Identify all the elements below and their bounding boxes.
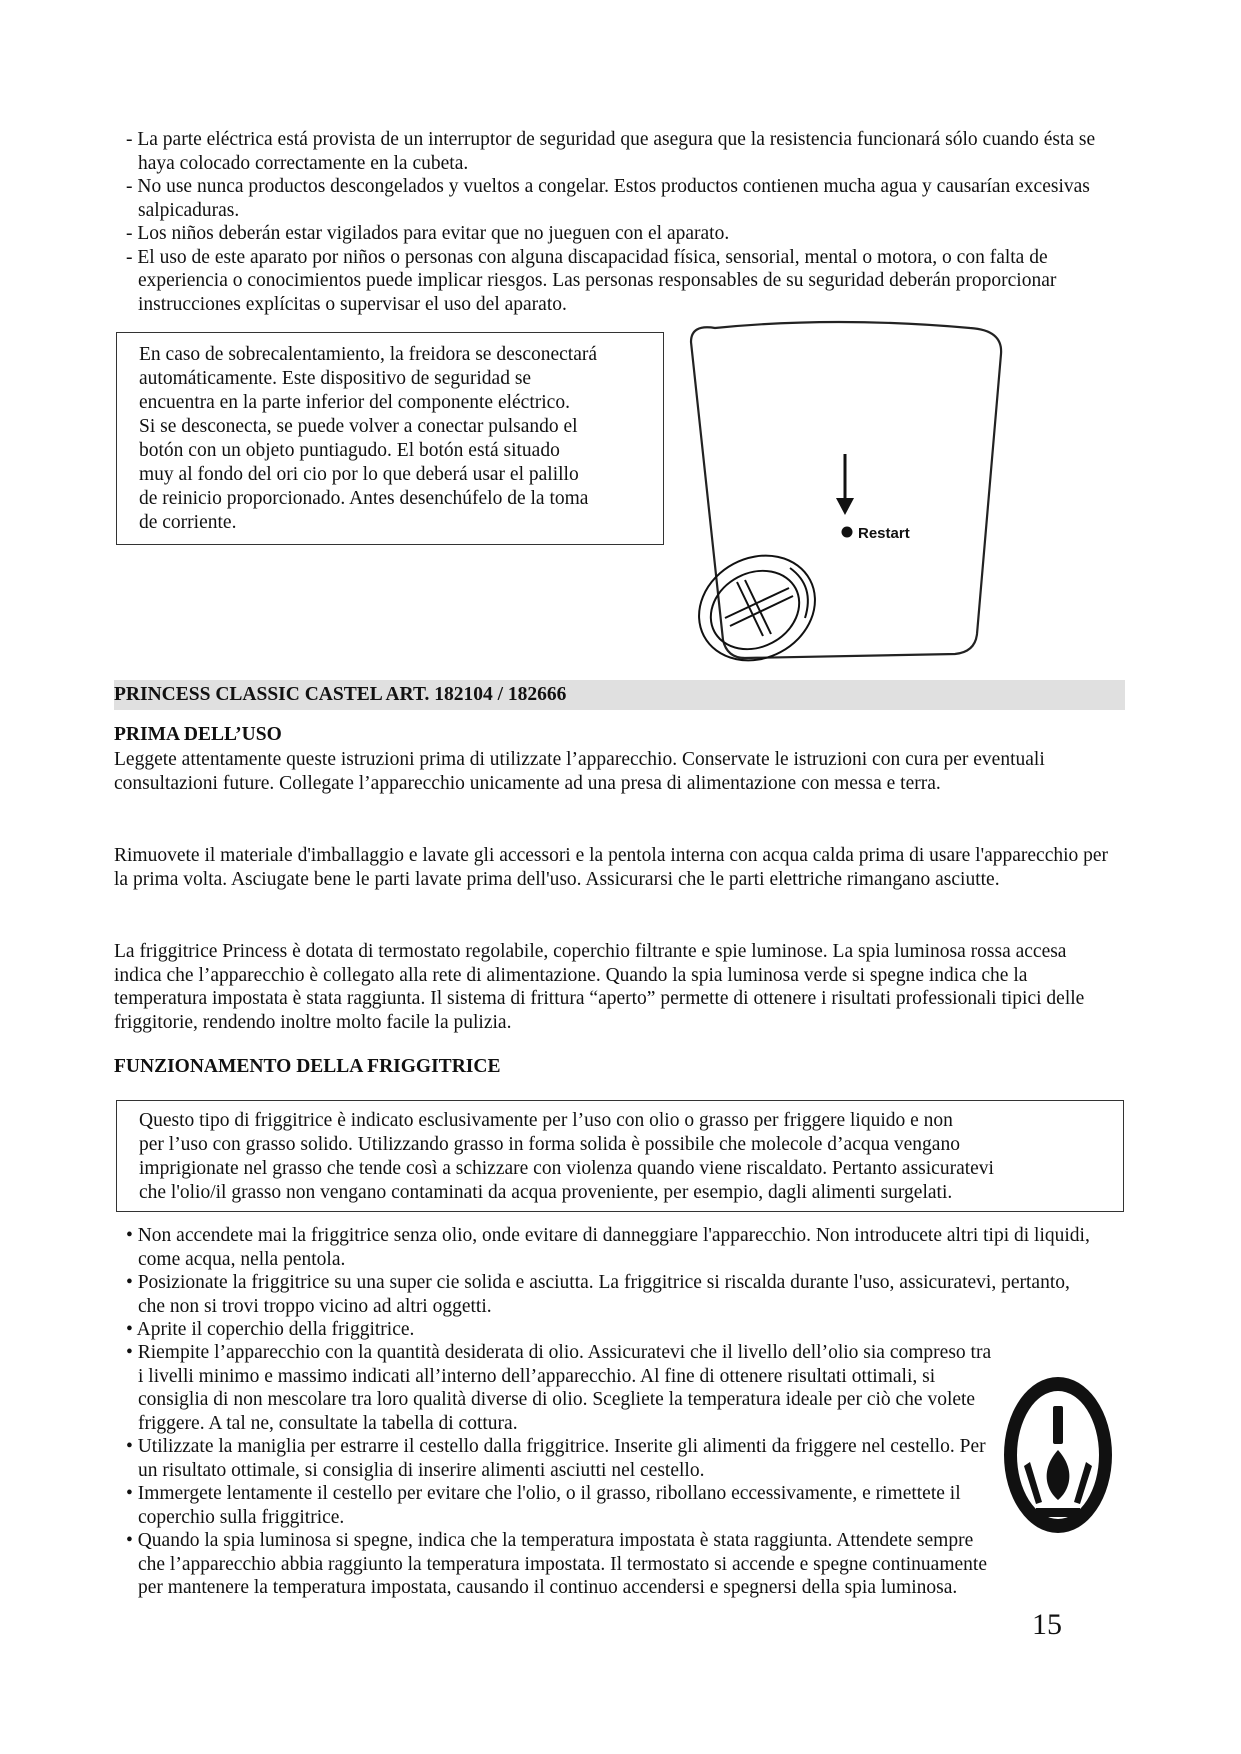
list-item: • Utilizzate la maniglia per estrarre il cestello dalla friggitrice. Inserite gli alimenti da friggere nel cestello. Per un risultato ottimale, si consiglia di inserire alimenti asciutti nel cestello. bbox=[126, 1436, 986, 1481]
section-heading-funzionamento: FUNZIONAMENTO DELLA FRIGGITRICE bbox=[114, 1056, 501, 1077]
restart-knob-icon bbox=[685, 536, 833, 663]
section-heading-prima-uso: PRIMA DELL’USO bbox=[114, 724, 282, 745]
oil-fry-icon bbox=[1000, 1370, 1120, 1540]
product-title: PRINCESS CLASSIC CASTEL ART. 182104 / 182666 bbox=[114, 684, 567, 705]
list-item: • Aprite il coperchio della friggitrice. bbox=[126, 1319, 415, 1340]
paragraph: Rimuovete il materiale d'imballaggio e lavate gli accessori e la pentola interna con acqua calda prima di usare l'apparecchio per la prima volta. Asciugate bene le parti lavate prima dell'uso. Assicurarsi che le parti elettriche rimangano asciutte. bbox=[114, 845, 1109, 890]
box-line: che l'olio/il grasso non vengano contaminati da acqua proveniente, per esempio, dagli alimenti surgelati. bbox=[139, 1182, 953, 1203]
box-line: per l’uso con grasso solido. Utilizzando grasso in forma solida è possibile che molecole d’acqua vengano bbox=[139, 1134, 960, 1155]
list-item: - Los niños deberán estar vigilados para evitar que no jueguen con el aparato. bbox=[126, 223, 730, 244]
list-item: - La parte eléctrica está provista de un interruptor de seguridad que asegura que la resistencia funcionará sólo cuando ésta se haya colocado correctamente en la cubeta. bbox=[126, 129, 1096, 174]
box-line: botón con un objeto puntiagudo. El botón está situado bbox=[139, 440, 560, 461]
box-line: automáticamente. Este dispositivo de seguridad se bbox=[139, 368, 532, 389]
box-line: muy al fondo del ori cio por lo que deberá usar el palillo bbox=[139, 464, 579, 485]
list-item: • Quando la spia luminosa si spegne, indica che la temperatura impostata è stata raggiunta. Attendete sempre che l’apparecchio abbia raggiunto la temperatura impostata. Il termostato si accende e spegne continuamente per mantenere la temperatura impostata, causando il continuo accendersi e spegnersi della spia luminosa. bbox=[126, 1530, 987, 1598]
box-line: encuentra en la parte inferior del componente eléctrico. bbox=[139, 392, 570, 413]
overheat-notice-box bbox=[116, 332, 664, 545]
instructions-list bbox=[114, 1224, 1100, 1342]
list-item: • Posizionate la friggitrice su una super cie solida e asciutta. La friggitrice si riscalda durante l'uso, assicuratevi, pertanto, che non si trovi troppo vicino ad altri oggetti. bbox=[126, 1272, 1070, 1317]
list-item: • Immergete lentamente il cestello per evitare che l'olio, o il grasso, ribollano eccessivamente, e rimettete il coperchio sulla friggitrice. bbox=[126, 1483, 961, 1528]
box-line: En caso de sobrecalentamiento, la freidora se desconectará bbox=[139, 344, 598, 365]
product-title-bar bbox=[114, 680, 1125, 710]
restart-label: Restart bbox=[858, 525, 910, 542]
instructions-list-continued bbox=[114, 1341, 994, 1600]
box-line: imprigionate nel grasso che tende così a schizzare con violenza quando viene riscaldato. Pertanto assicuratevi bbox=[139, 1158, 994, 1179]
paragraph: Leggete attentamente queste istruzioni prima di utilizzate l’apparecchio. Conservate le istruzioni con cura per eventuali consultazioni future. Collegate l’apparecchio unicamente ad una presa di alimentazione con messa e terra. bbox=[114, 749, 1045, 794]
box-line: Questo tipo di friggitrice è indicato esclusivamente per l’uso con olio o grasso per friggere liquido e non bbox=[139, 1110, 953, 1131]
box-line: de reinicio proporcionado. Antes desenchúfelo de la toma bbox=[139, 488, 589, 509]
page-number: 15 bbox=[1032, 1608, 1062, 1641]
spanish-safety-list bbox=[114, 128, 1110, 316]
list-item: • Non accendete mai la friggitrice senza olio, onde evitare di danneggiare l'apparecchio. Non introducete altri tipi di liquidi, come acqua, nella pentola. bbox=[126, 1225, 1090, 1270]
list-item: - No use nunca productos descongelados y vueltos a congelar. Estos productos contienen mucha agua y causarían excesivas salpicaduras. bbox=[126, 176, 1090, 221]
list-item: - El uso de este aparato por niños o personas con alguna discapacidad física, sensorial, mental o motora, o con falta de experiencia o conocimientos puede implicar riesgos. Las personas responsables de su seguridad deberán proporcionar instrucciones explícitas o supervisar el uso del aparato. bbox=[126, 246, 1057, 315]
list-item: • Riempite l’apparecchio con la quantità desiderata di olio. Assicuratevi che il livello dell’olio sia compreso tra i livelli minimo e massimo indicati all’interno dell’apparecchio. Al fine di ottenere risultati ottimali, si consiglia di non mescolare tra loro qualità diverse di olio. Scegliete la temperatura ideale per ciò che volete friggere. A tal ne, consultate la tabella di cottura. bbox=[126, 1342, 992, 1434]
paragraph: La friggitrice Princess è dotata di termostato regolabile, coperchio filtrante e spie luminose. La spia luminosa rossa accesa indica che l’apparecchio è collegato alla rete di alimentazione. Quando la spia luminosa verde si spegne indica che la temperatura impostata è stata raggiunta. Il sistema di frittura “aperto” permette di ottenere i risultati professionali tipici delle friggitorie, rendendo inoltre molto facile la pulizia. bbox=[114, 941, 1085, 1033]
oil-warning-box bbox=[116, 1100, 1124, 1212]
restart-button-diagram bbox=[685, 318, 1015, 663]
box-line: Si se desconecta, se puede volver a conectar pulsando el bbox=[139, 416, 578, 437]
box-line: de corriente. bbox=[139, 512, 237, 533]
